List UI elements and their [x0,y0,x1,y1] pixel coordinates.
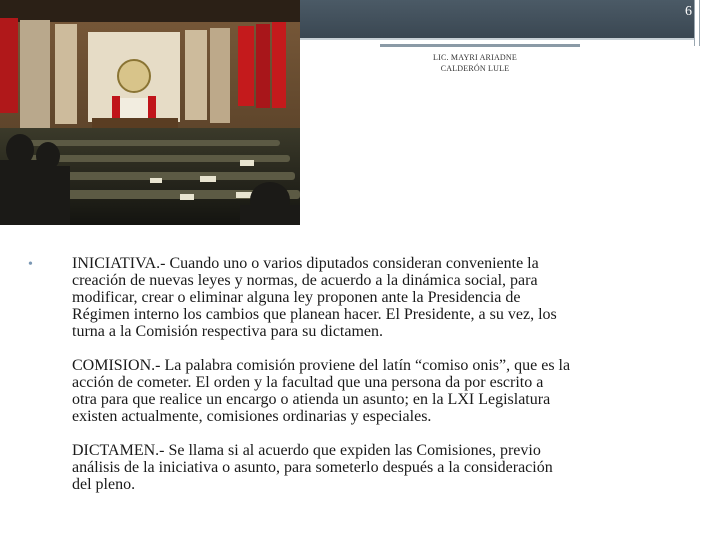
author-line-1: LIC. MAYRI ARIADNE [433,53,517,62]
text-line: del pleno. [72,476,136,493]
text-line: DICTAMEN.- Se llama si al acuerdo que expiden las Comisiones, previo [72,442,541,459]
page-number: 6 [685,4,692,19]
text-line: análisis de la iniciativa o asunto, para someterlo después a la consideración [72,459,553,476]
text-line: acción de cometer. El orden y la facultad que una persona da por escrito a [72,374,544,391]
text-line: otra para que realice un encargo o atienda un asunto; en la LXI Legislatura [72,391,551,408]
text-line: turna a la Comisión respectiva para su dictamen. [72,323,384,340]
header-divider [300,38,694,40]
text-line: COMISION.- La palabra comisión proviene del latín “comiso onis”, que es la [72,357,571,374]
paragraph-iniciativa [28,255,688,340]
text-line: Régimen interno los cambios que planean hacer. El Presidente, a su vez, los [72,306,557,323]
text-line: INICIATIVA.- Cuando uno o varios diputados consideran conveniente la [72,255,539,272]
paragraph-dictamen [28,442,688,493]
bullet-icon: • [28,257,33,272]
author-credit [405,52,545,74]
slide-body [28,255,688,493]
author-line-2: CALDERÓN LULE [440,64,510,73]
text-line: existen actualmente, comisiones ordinarias y especiales. [72,408,432,425]
paragraph-comision [28,357,688,425]
chamber-photo-art [0,0,300,225]
corner-decoration [694,0,720,46]
text-line: creación de nuevas leyes y normas, de acuerdo a la dinámica social, para [72,272,538,289]
text-line: modificar, crear o eliminar alguna ley proponen ante la Presidencia de [72,289,521,306]
header-band [300,0,694,38]
header-accent-line [380,44,580,47]
chamber-photo [0,0,300,225]
